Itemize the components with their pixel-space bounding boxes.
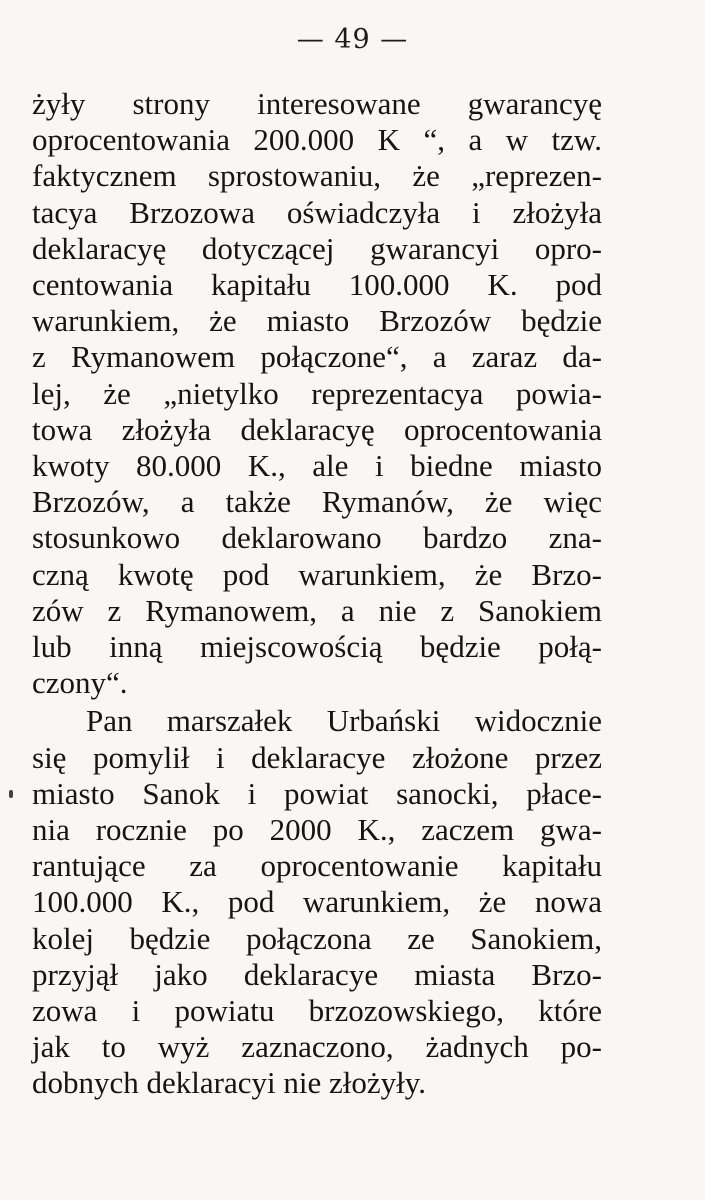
text-line: tacya Brzozowa oświadczyła i złożyła <box>32 194 602 230</box>
text-line: Brzozów, a także Rymanów, że więc <box>32 484 602 520</box>
text-line: nia rocznie po 2000 K., zaczem gwa- <box>32 812 602 848</box>
text-line: stosunkowo deklarowano bardzo zna- <box>32 520 602 556</box>
margin-mark <box>9 790 13 798</box>
text-line: czony“. <box>32 665 128 701</box>
text-line: lej, że „nietylko reprezentacya powia- <box>32 375 602 411</box>
text-line: lub inną miejscowością będzie połą- <box>32 629 602 665</box>
text-line: kwoty 80.000 K., ale i biedne miasto <box>32 448 602 484</box>
text-line: czną kwotę pod warunkiem, że Brzo- <box>32 556 602 592</box>
text-line: Pan marszałek Urbański widocznie <box>86 703 602 739</box>
text-line: towa złożyła deklaracyę oprocentowania <box>32 411 602 447</box>
page-number: — 49 — <box>296 24 409 55</box>
text-line: zów z Rymanowem, a nie z Sanokiem <box>32 592 602 628</box>
text-line: centowania kapitału 100.000 K. pod <box>32 267 602 303</box>
paragraph-2 <box>32 703 602 1101</box>
text-line: przyjął jako deklaracye miasta Brzo- <box>32 956 602 992</box>
text-line: oprocentowania 200.000 K “, a w tzw. <box>32 122 602 158</box>
text-line: faktycznem sprostowaniu, że „reprezen- <box>32 158 602 194</box>
text-line: zowa i powiatu brzozowskiego, które <box>32 993 602 1029</box>
text-line: z Rymanowem połączone“, a zaraz da- <box>32 339 602 375</box>
text-line: jak to wyż zaznaczono, żadnych po- <box>32 1029 602 1065</box>
text-line: miasto Sanok i powiat sanocki, płace- <box>32 775 602 811</box>
text-line: 100.000 K., pod warunkiem, że nowa <box>32 884 602 920</box>
text-line: dobnych deklaracyi nie złożyły. <box>32 1065 426 1101</box>
text-line: kolej będzie połączona ze Sanokiem, <box>32 920 602 956</box>
text-line: rantujące za oprocentowanie kapitału <box>32 848 602 884</box>
text-line: warunkiem, że miasto Brzozów będzie <box>32 303 602 339</box>
text-line: żyły strony interesowane gwarancyę <box>32 86 602 121</box>
text-line: się pomylił i deklaracye złożone przez <box>32 739 602 775</box>
text-line: deklaracyę dotyczącej gwarancyi opro- <box>32 230 602 266</box>
body-text <box>32 86 602 1102</box>
paragraph-1 <box>32 86 602 701</box>
